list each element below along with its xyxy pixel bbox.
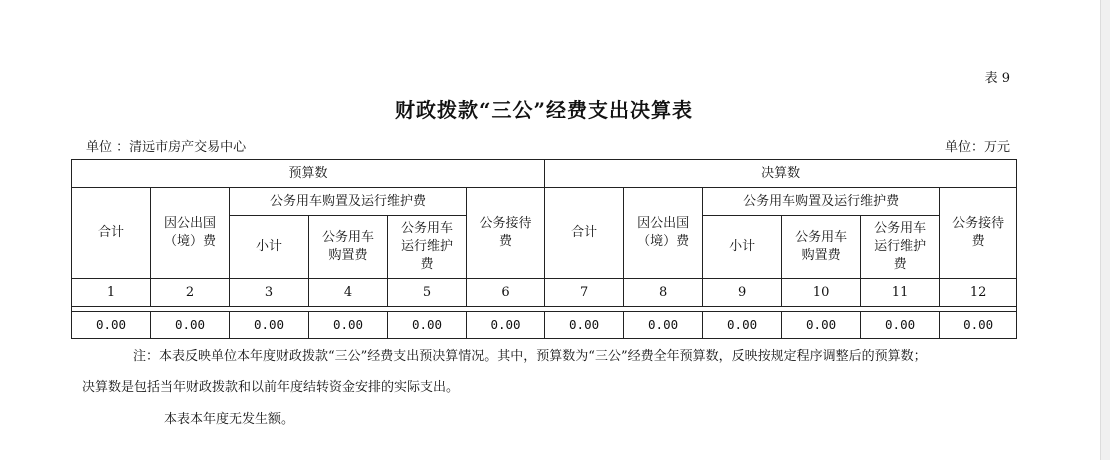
value-cell: 0.00	[72, 312, 151, 339]
header-purchase: 公务用车 购置费	[309, 216, 388, 279]
header-purchase: 公务用车 购置费	[782, 216, 861, 279]
value-cell: 0.00	[940, 312, 1017, 339]
column-number: 6	[467, 279, 545, 307]
unit-currency: 单位：万元	[944, 140, 1010, 155]
column-number: 12	[940, 279, 1017, 307]
header-final: 决算数	[545, 160, 1017, 188]
value-cell: 0.00	[545, 312, 624, 339]
unit-organization: 单位 ：清远市房产交易中心	[86, 140, 247, 155]
header-abroad: 因公出国 （境）费	[624, 188, 703, 279]
value-cell: 0.00	[861, 312, 940, 339]
header-reception: 公务接待 费	[940, 188, 1017, 279]
column-number: 2	[151, 279, 230, 307]
column-number: 9	[703, 279, 782, 307]
scrollbar[interactable]	[1100, 0, 1110, 460]
column-number: 3	[230, 279, 309, 307]
header-reception: 公务接待 费	[467, 188, 545, 279]
header-abroad: 因公出国 （境）费	[151, 188, 230, 279]
column-number: 10	[782, 279, 861, 307]
column-number: 5	[388, 279, 467, 307]
header-total: 合计	[72, 188, 151, 279]
value-cell: 0.00	[151, 312, 230, 339]
header-vehicle-group: 公务用车购置及运行维护费	[230, 188, 467, 216]
value-cell: 0.00	[309, 312, 388, 339]
header-vehicle-group: 公务用车购置及运行维护费	[703, 188, 940, 216]
page-title: 财政拨款“三公”经费支出决算表	[394, 98, 693, 122]
value-cell: 0.00	[782, 312, 861, 339]
header-budget: 预算数	[72, 160, 545, 188]
table-number: 表 9	[984, 71, 1010, 86]
value-cell: 0.00	[467, 312, 545, 339]
note-line-2: 决算数是包括当年财政拨款和以前年度结转资金安排的实际支出。	[82, 380, 460, 395]
column-number: 11	[861, 279, 940, 307]
note-line-1: 注：本表反映单位本年度财政拨款“三公”经费支出预决算情况。其中，预算数为“三公”经费全年预算数，反映按规定程序调整后的预算数；	[133, 349, 927, 364]
value-cell: 0.00	[703, 312, 782, 339]
header-operation: 公务用车 运行维护 费	[388, 216, 467, 279]
column-number: 1	[72, 279, 151, 307]
column-number: 8	[624, 279, 703, 307]
header-total: 合计	[545, 188, 624, 279]
header-operation: 公务用车 运行维护 费	[861, 216, 940, 279]
expense-table	[71, 159, 1017, 339]
value-cell: 0.00	[230, 312, 309, 339]
value-cell: 0.00	[388, 312, 467, 339]
note-line-3: 本表本年度无发生额。	[164, 412, 295, 427]
column-number: 4	[309, 279, 388, 307]
header-subtotal: 小计	[230, 216, 309, 279]
column-number: 7	[545, 279, 624, 307]
value-cell: 0.00	[624, 312, 703, 339]
header-subtotal: 小计	[703, 216, 782, 279]
